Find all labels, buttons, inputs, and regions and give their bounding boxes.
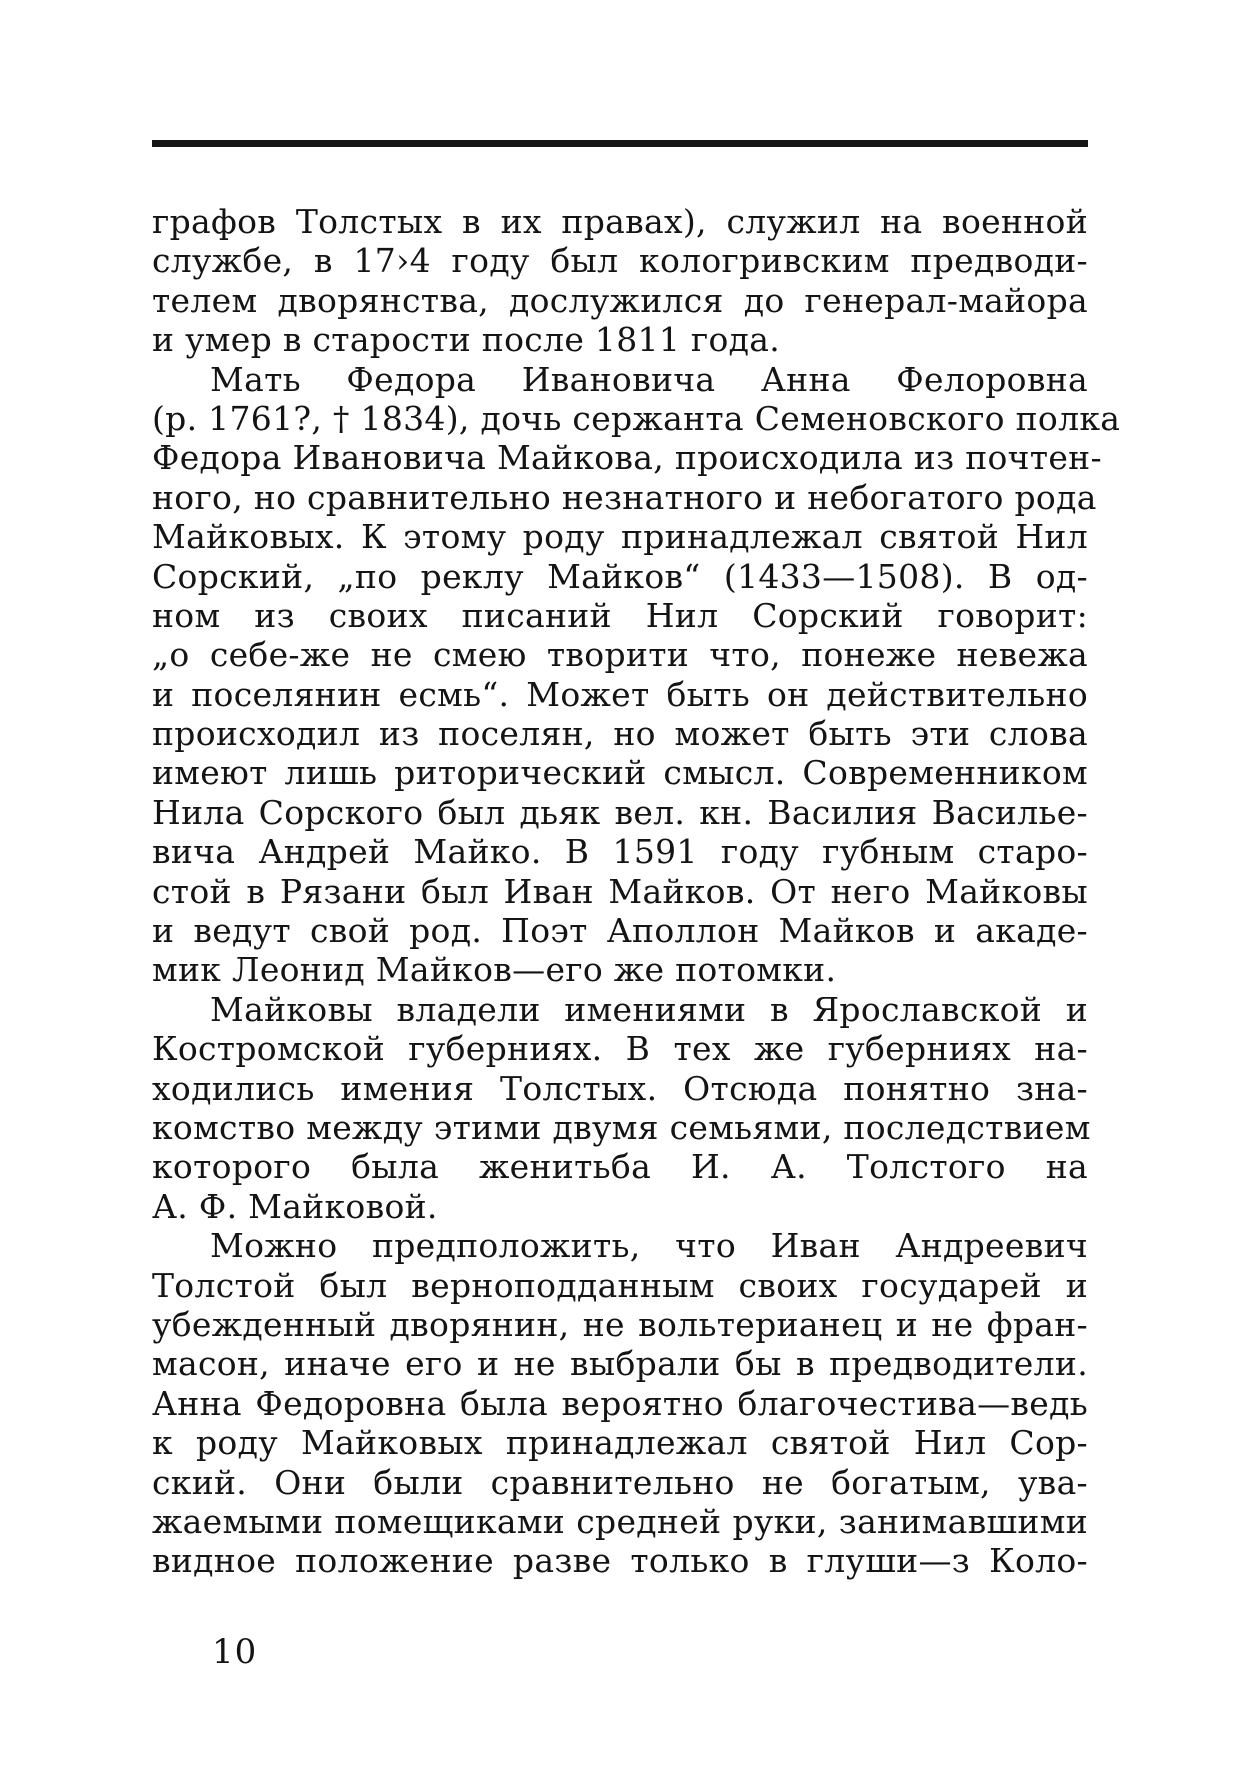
text-line: комство между этими двумя семьями, последствием — [152, 1107, 1091, 1147]
text-line: Майковых. К этому роду принадлежал святой Нил — [152, 517, 1088, 557]
text-line: ном из своих писаний Нил Сорский говорит: — [152, 595, 1088, 635]
text-line: жаемыми помещиками средней руки, занимавшими — [152, 1501, 1088, 1541]
paragraph-3 — [152, 989, 1091, 1226]
text-line: Федора Ивановича Майкова, происходила из почтен- — [152, 438, 1102, 478]
text-line: Можно предположить, что Иван Андреевич — [210, 1226, 1088, 1266]
text-line: телем дворянства, дослужился до генерал-майора — [152, 280, 1088, 320]
text-line: ский. Они были сравнительно не богатым, ува- — [152, 1462, 1088, 1502]
body-text — [152, 202, 1121, 1581]
text-line: Сорский, „по реклу Майков“ (1433—1508). В од- — [152, 556, 1088, 596]
text-line: масон, иначе его и не выбрали бы в предводители. — [152, 1344, 1088, 1384]
text-line: имеют лишь риторический смысл. Современником — [152, 753, 1088, 793]
text-line: (р. 1761?, † 1834), дочь сержанта Семеновского полка — [152, 398, 1121, 438]
text-line: стой в Рязани был Иван Майков. От него Майковы — [152, 871, 1088, 911]
text-line: вича Андрей Майко. В 1591 году губным старо- — [152, 832, 1088, 872]
paragraph-4 — [152, 1226, 1088, 1581]
text-line: службе, в 17›4 году был кологривским предводи- — [152, 241, 1088, 281]
text-line: Мать Федора Ивановича Анна Фелоровна — [210, 359, 1088, 399]
text-line: видное положение разве только в глуши—з Коло- — [152, 1541, 1088, 1581]
text-line: и ведут свой род. Поэт Аполлон Майков и акаде- — [152, 911, 1088, 951]
page-number: 10 — [212, 1632, 258, 1672]
text-line: Анна Федоровна была вероятно благочестива—ведь — [152, 1383, 1088, 1423]
paragraph-1 — [152, 202, 1088, 360]
text-line: А. Ф. Майковой. — [152, 1186, 438, 1226]
text-line: убежденный дворянин, не вольтерианец и не фран- — [152, 1304, 1088, 1344]
text-line: ного, но сравнительно незнатного и небогатого рода — [152, 477, 1097, 517]
text-line: Нила Сорского был дьяк вел. кн. Василия Василье- — [152, 792, 1088, 832]
text-line: и поселянин есмь“. Может быть он действительно — [152, 674, 1088, 714]
text-line: к роду Майковых принадлежал святой Нил Сор- — [152, 1423, 1088, 1463]
text-line: происходил из поселян, но может быть эти слова — [152, 714, 1088, 754]
text-line: ходились имения Толстых. Отсюда понятно зна- — [152, 1068, 1088, 1108]
text-line: и умер в старости после 1811 года. — [152, 320, 781, 360]
text-line: „о себе-же не смею творити что, понеже невежа — [152, 635, 1088, 675]
text-line: мик Леонид Майков—его же потомки. — [152, 950, 837, 990]
paragraph-2 — [152, 359, 1121, 990]
top-rule-divider — [152, 140, 1088, 147]
text-line: графов Толстых в их правах), служил на военной — [152, 202, 1088, 241]
text-line: Майковы владели имениями в Ярославской и — [210, 989, 1088, 1029]
text-line: Костромской губерниях. В тех же губерниях на- — [152, 1029, 1088, 1069]
text-line: Толстой был верноподданным своих государей и — [152, 1265, 1088, 1305]
text-line: которого была женитьба И. А. Толстого на — [152, 1147, 1088, 1187]
